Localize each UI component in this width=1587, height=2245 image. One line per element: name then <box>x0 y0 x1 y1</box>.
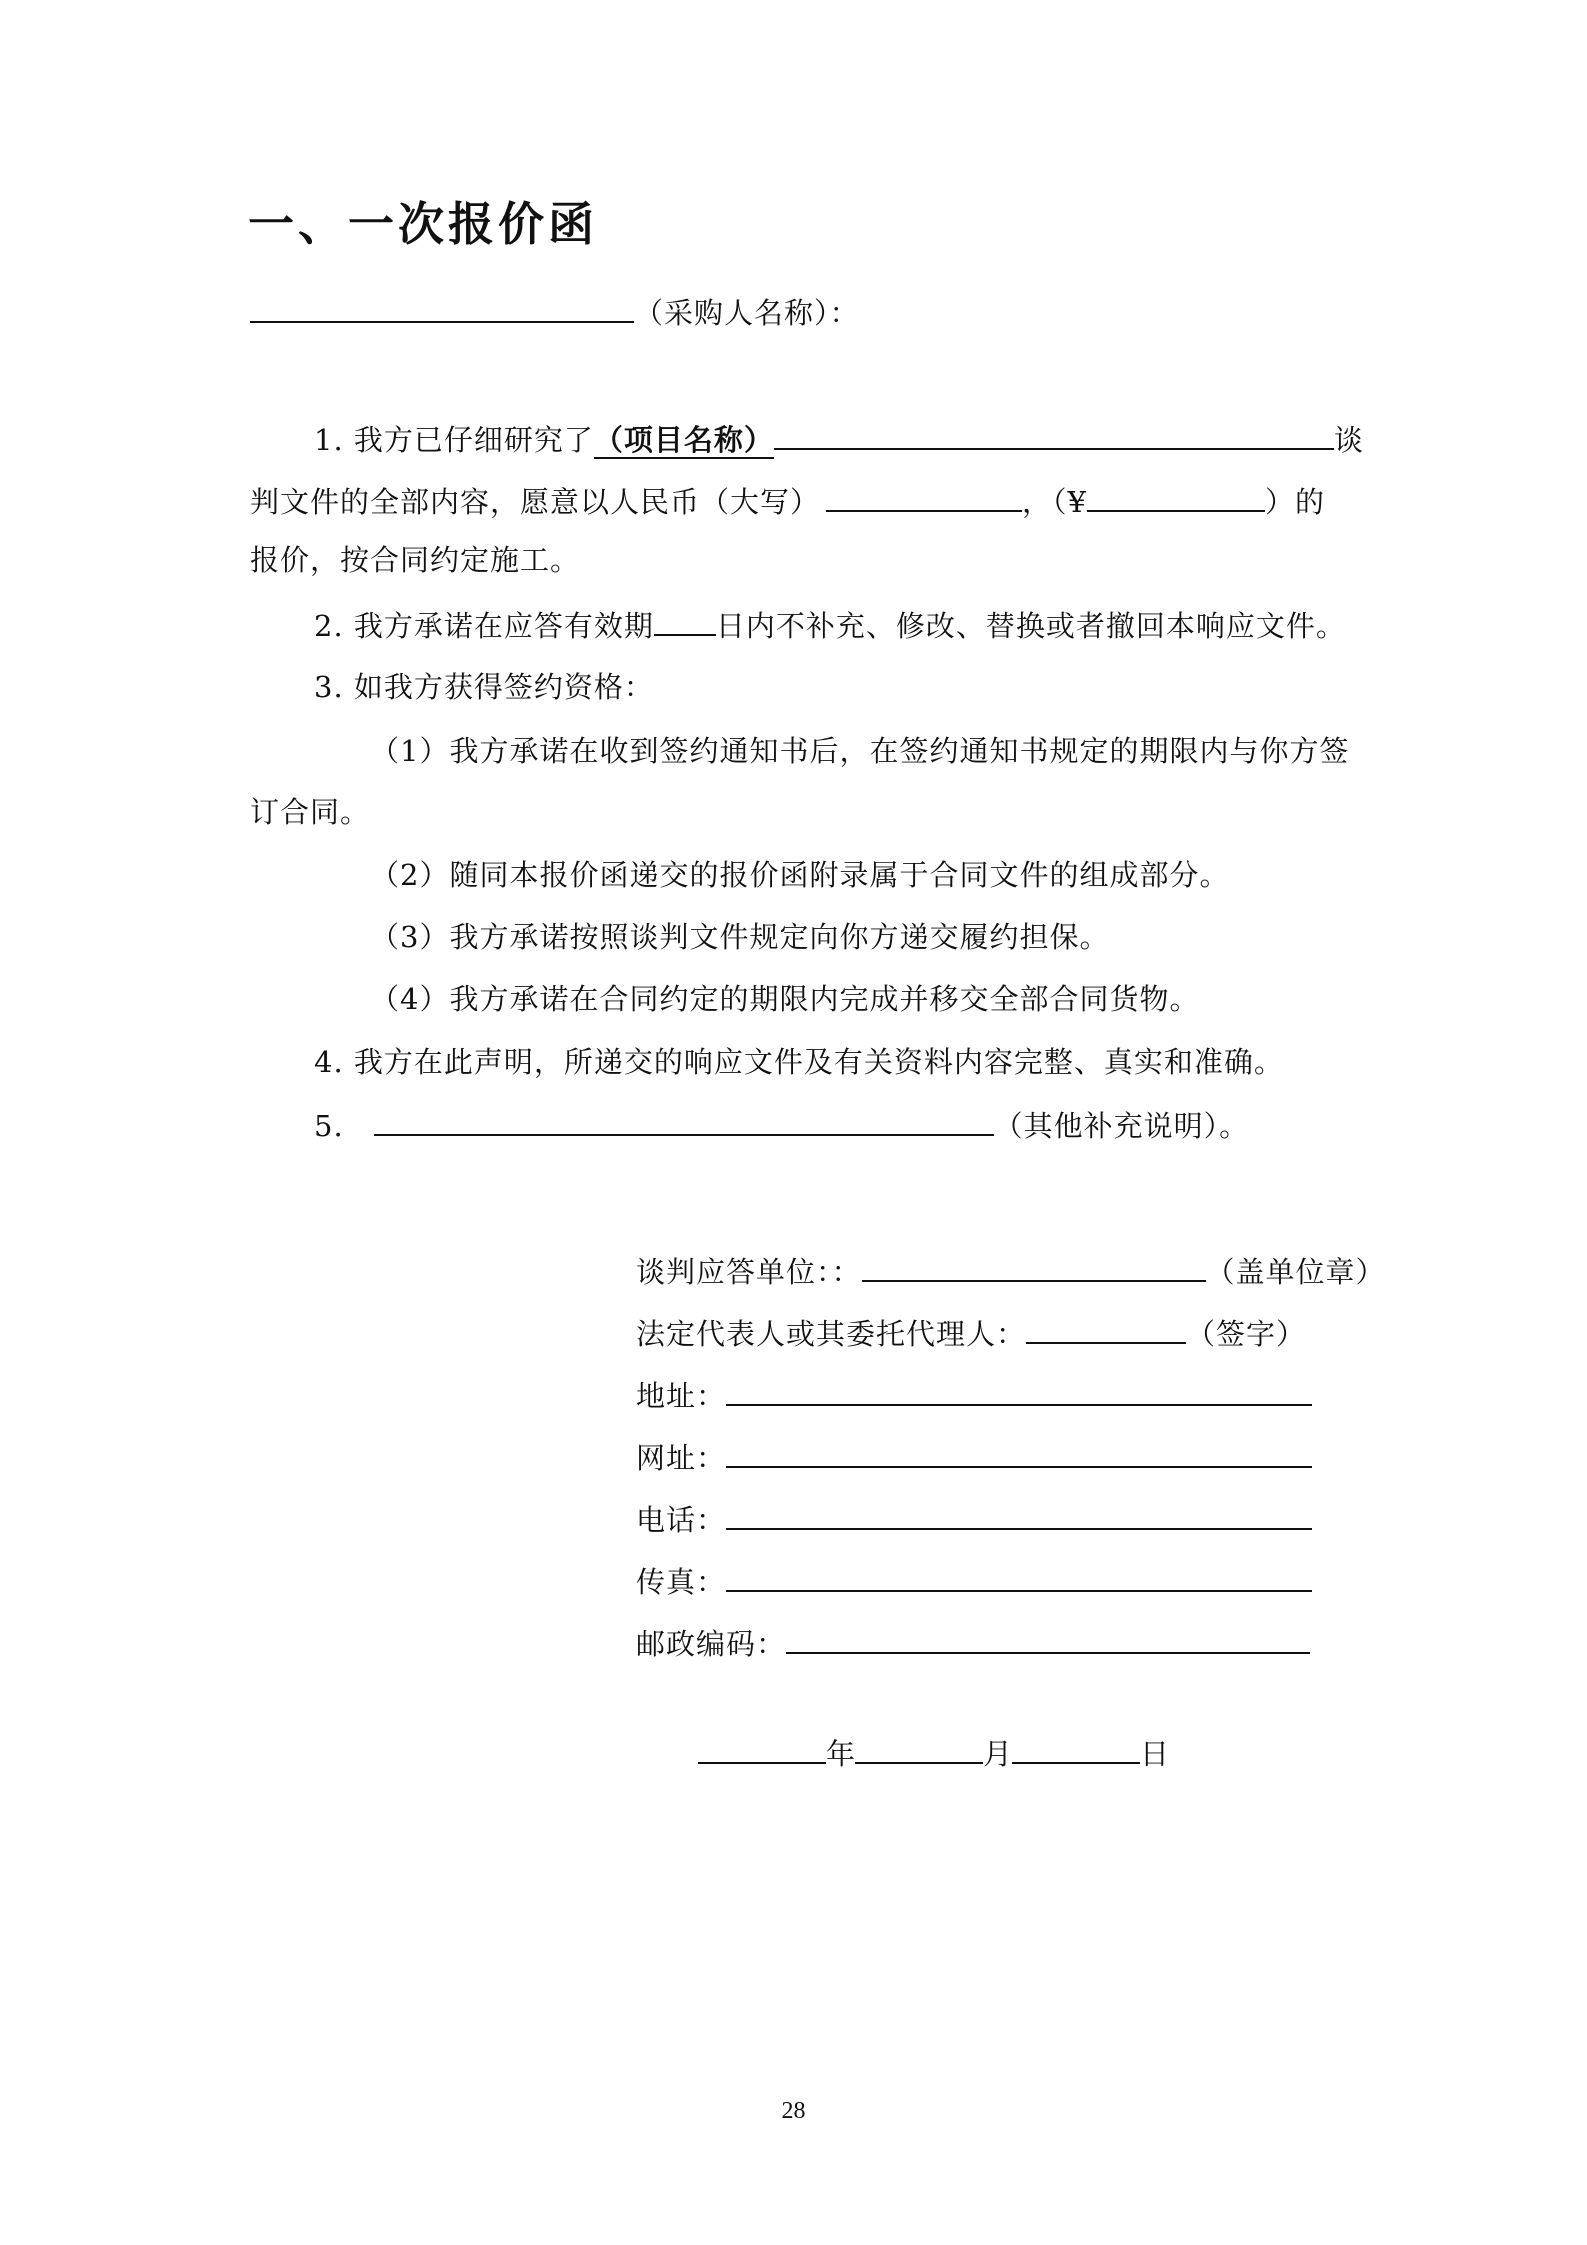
item1-line2 <box>250 480 1325 522</box>
sign-unit-row <box>636 1250 1386 1292</box>
address-blank[interactable] <box>726 1374 1312 1406</box>
unit-label: 谈判应答单位：： <box>636 1255 862 1289</box>
postcode-label: 邮政编码： <box>636 1627 787 1661</box>
sign-address-row <box>636 1374 1312 1416</box>
validity-days-blank[interactable] <box>654 604 716 636</box>
postcode-blank[interactable] <box>786 1622 1310 1654</box>
price-words-blank[interactable] <box>826 480 1022 512</box>
item5-prefix: 5. <box>314 1109 344 1143</box>
date-row <box>698 1732 1169 1774</box>
other-notes-blank[interactable] <box>374 1104 994 1136</box>
item1-line2-a: 判文件的全部内容，愿意以人民币（大写） <box>250 485 821 519</box>
month-blank[interactable] <box>855 1732 983 1764</box>
item3-2-line: （2）随同本报价函递交的报价函附录属于合同文件的组成部分。 <box>370 858 1230 892</box>
website-blank[interactable] <box>726 1436 1312 1468</box>
year-label: 年 <box>826 1737 856 1771</box>
item3-4-line: （4）我方承诺在合同约定的期限内完成并移交全部合同货物。 <box>370 982 1200 1016</box>
page-number: 28 <box>781 2098 806 2124</box>
representative-suffix: （签字） <box>1186 1317 1307 1351</box>
item1-line2-c: ）的 <box>1264 485 1325 519</box>
purchaser-name-blank[interactable] <box>250 291 634 323</box>
sign-phone-row <box>636 1498 1312 1540</box>
price-figures-blank[interactable] <box>1087 480 1265 512</box>
fax-blank[interactable] <box>726 1560 1312 1592</box>
day-blank[interactable] <box>1012 1732 1140 1764</box>
website-label: 网址： <box>636 1441 727 1475</box>
item1-prefix: 1. 我方已仔细研究了 <box>314 423 594 457</box>
item1-suffix: 谈 <box>1333 423 1364 457</box>
item5-line <box>314 1104 1249 1146</box>
sign-postcode-row <box>636 1622 1310 1664</box>
address-label: 地址： <box>636 1379 727 1413</box>
representative-blank[interactable] <box>1026 1312 1186 1344</box>
item2-prefix: 2. 我方承诺在应答有效期 <box>314 609 654 643</box>
project-name-placeholder[interactable]: （项目名称） <box>593 423 774 457</box>
item3-1-line1: （1）我方承诺在收到签约通知书后，在签约通知书规定的期限内与你方签 <box>370 734 1350 768</box>
unit-blank[interactable] <box>862 1250 1206 1282</box>
addressee-line <box>250 291 860 333</box>
phone-blank[interactable] <box>726 1498 1312 1530</box>
year-blank[interactable] <box>698 1732 826 1764</box>
addressee-label: （采购人名称）： <box>634 296 860 330</box>
item3-3-line: （3）我方承诺按照谈判文件规定向你方递交履约担保。 <box>370 920 1110 954</box>
item3-line: 3. 如我方获得签约资格： <box>314 670 654 704</box>
item1-line3: 报价，按合同约定施工。 <box>250 543 581 577</box>
item4-line: 4. 我方在此声明，所递交的响应文件及有关资料内容完整、真实和准确。 <box>314 1045 1284 1079</box>
project-name-blank[interactable] <box>774 418 1334 450</box>
month-label: 月 <box>983 1737 1013 1771</box>
sign-representative-row <box>636 1312 1306 1354</box>
sign-fax-row <box>636 1560 1312 1602</box>
item3-1-line2: 订合同。 <box>250 795 371 829</box>
phone-label: 电话： <box>636 1503 727 1537</box>
item2-line <box>314 604 1346 646</box>
item1-line1 <box>314 418 1364 460</box>
day-label: 日 <box>1140 1737 1170 1771</box>
unit-suffix: （盖单位章） <box>1205 1255 1386 1289</box>
page-title: 一、一次报价函 <box>248 197 598 251</box>
sign-website-row <box>636 1436 1312 1478</box>
item1-line2-b: ，（¥ <box>1022 485 1087 519</box>
fax-label: 传真： <box>636 1565 727 1599</box>
representative-label: 法定代表人或其委托代理人： <box>636 1317 1027 1351</box>
item2-suffix: 日内不补充、修改、替换或者撤回本响应文件。 <box>715 609 1346 643</box>
item5-suffix: （其他补充说明）。 <box>993 1109 1250 1143</box>
